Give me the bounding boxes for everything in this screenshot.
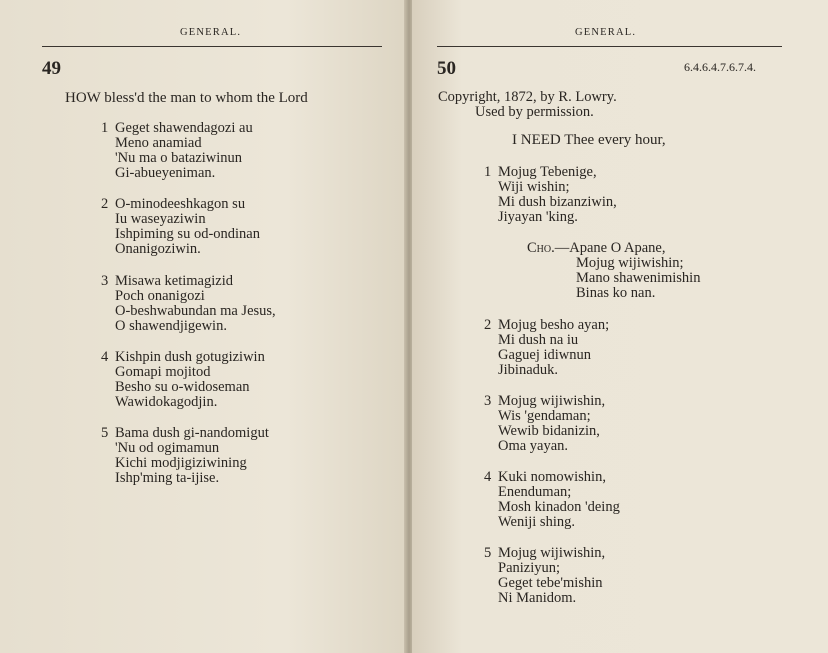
verse-line: Mojug wijiwishin, (498, 545, 606, 561)
verse-line: 'Nu ma o bataziwinun (115, 150, 243, 166)
hymn-49-stanza-4 (101, 349, 265, 410)
verse-line: Gi-abueyeniman. (115, 165, 216, 181)
hymn-49-stanza-5 (101, 425, 269, 486)
verse-line: Wawidokagodjin. (115, 394, 218, 410)
chorus-lines (576, 256, 700, 301)
verse-line: Meno anamiad (115, 135, 202, 151)
right-running-head: GENERAL. (575, 27, 637, 38)
stanza-number: 3 (484, 393, 492, 409)
verse-line: O-beshwabundan ma Jesus, (115, 303, 276, 319)
left-page (0, 0, 408, 653)
stanza-number: 4 (101, 349, 109, 365)
hymn-number-50: 50 (437, 58, 456, 79)
verse-line: Kichi modjigiziwining (115, 455, 247, 471)
right-header-rule (437, 46, 782, 47)
verse-line: Kuki nomowishin, (498, 469, 606, 485)
hymn-49-first-line: HOW bless'd the man to whom the Lord (65, 90, 308, 106)
verse-line: Gaguej idiwnun (498, 347, 592, 363)
stanza-number: 3 (101, 273, 109, 289)
verse-line: Ishpiming su od-ondinan (115, 226, 260, 242)
stanza-number: 2 (484, 317, 492, 333)
verse-line: Bama dush gi-nandomigut (115, 425, 269, 441)
verse-line: Mi dush na iu (498, 332, 579, 348)
verse-line: Jiyayan 'king. (498, 209, 578, 225)
hymn-49-stanza-1 (101, 120, 253, 181)
verse-line: Enenduman; (498, 484, 572, 500)
verse-line: Mojug wijiwishin; (576, 255, 684, 271)
verse-line: Misawa ketimagizid (115, 273, 233, 289)
chorus-label: Cho. (527, 240, 555, 256)
hymn-50-stanza-5 (484, 545, 606, 606)
chorus-first-text: —Apane O Apane, (554, 240, 666, 256)
verse-line: Onanigoziwin. (115, 241, 201, 257)
verse-line: Mojug wijiwishin, (498, 393, 606, 409)
verse-line: Mi dush bizanziwin, (498, 194, 617, 210)
verse-line: Mano shawenimishin (576, 270, 701, 286)
verse-line: Jibinaduk. (498, 362, 559, 378)
verse-line: Ishp'ming ta-ijise. (115, 470, 220, 486)
hymn-50-stanza-1 (484, 164, 617, 225)
stanza-number: 4 (484, 469, 492, 485)
verse-line: O shawendjigewin. (115, 318, 227, 334)
stanza-number: 2 (101, 196, 109, 212)
verse-line: Iu waseyaziwin (115, 211, 206, 227)
verse-line: Oma yayan. (498, 438, 569, 454)
verse-line: Geget shawendagozi au (115, 120, 253, 136)
hymn-50-first-line: I NEED Thee every hour, (512, 132, 666, 148)
right-page (412, 0, 828, 653)
stanza-number: 5 (484, 545, 492, 561)
verse-line: Gomapi mojitod (115, 364, 211, 380)
hymn-49-stanza-3 (101, 273, 276, 334)
verse-line: 'Nu od ogimamun (115, 440, 220, 456)
chorus-first-line (527, 241, 665, 256)
verse-line: Ni Manidom. (498, 590, 577, 606)
left-header-rule (42, 46, 382, 47)
permission-line: Used by permission. (475, 104, 594, 120)
hymn-50-stanza-4 (484, 469, 620, 530)
hymn-50-stanza-2 (484, 317, 610, 378)
verse-line: Geget tebe'mishin (498, 575, 603, 591)
hymn-50-stanza-3 (484, 393, 606, 454)
verse-line: O-minodeeshkagon su (115, 196, 246, 212)
verse-line: Mojug besho ayan; (498, 317, 610, 333)
verse-line: Wiji wishin; (498, 179, 570, 195)
verse-line: Poch onanigozi (115, 288, 205, 304)
stanza-number: 1 (101, 120, 109, 136)
verse-line: Mojug Tebenige, (498, 164, 597, 180)
stanza-number: 5 (101, 425, 109, 441)
hymn-49-stanza-2 (101, 196, 260, 257)
verse-line: Mosh kinadon 'deing (498, 499, 620, 515)
verse-line: Paniziyun; (498, 560, 561, 576)
hymn-number-49: 49 (42, 58, 61, 79)
verse-line: Kishpin dush gotugiziwin (115, 349, 265, 365)
left-running-head: GENERAL. (180, 27, 242, 38)
verse-line: Besho su o-widoseman (115, 379, 250, 395)
hymn-meter: 6.4.6.4.7.6.7.4. (684, 60, 756, 74)
verse-line: Weniji shing. (498, 514, 575, 530)
verse-line: Wis 'gendaman; (498, 408, 591, 424)
stanza-number: 1 (484, 164, 492, 180)
verse-line: Wewib bidanizin, (498, 423, 600, 439)
verse-line: Binas ko nan. (576, 285, 656, 301)
copyright-line: Copyright, 1872, by R. Lowry. (438, 89, 617, 105)
